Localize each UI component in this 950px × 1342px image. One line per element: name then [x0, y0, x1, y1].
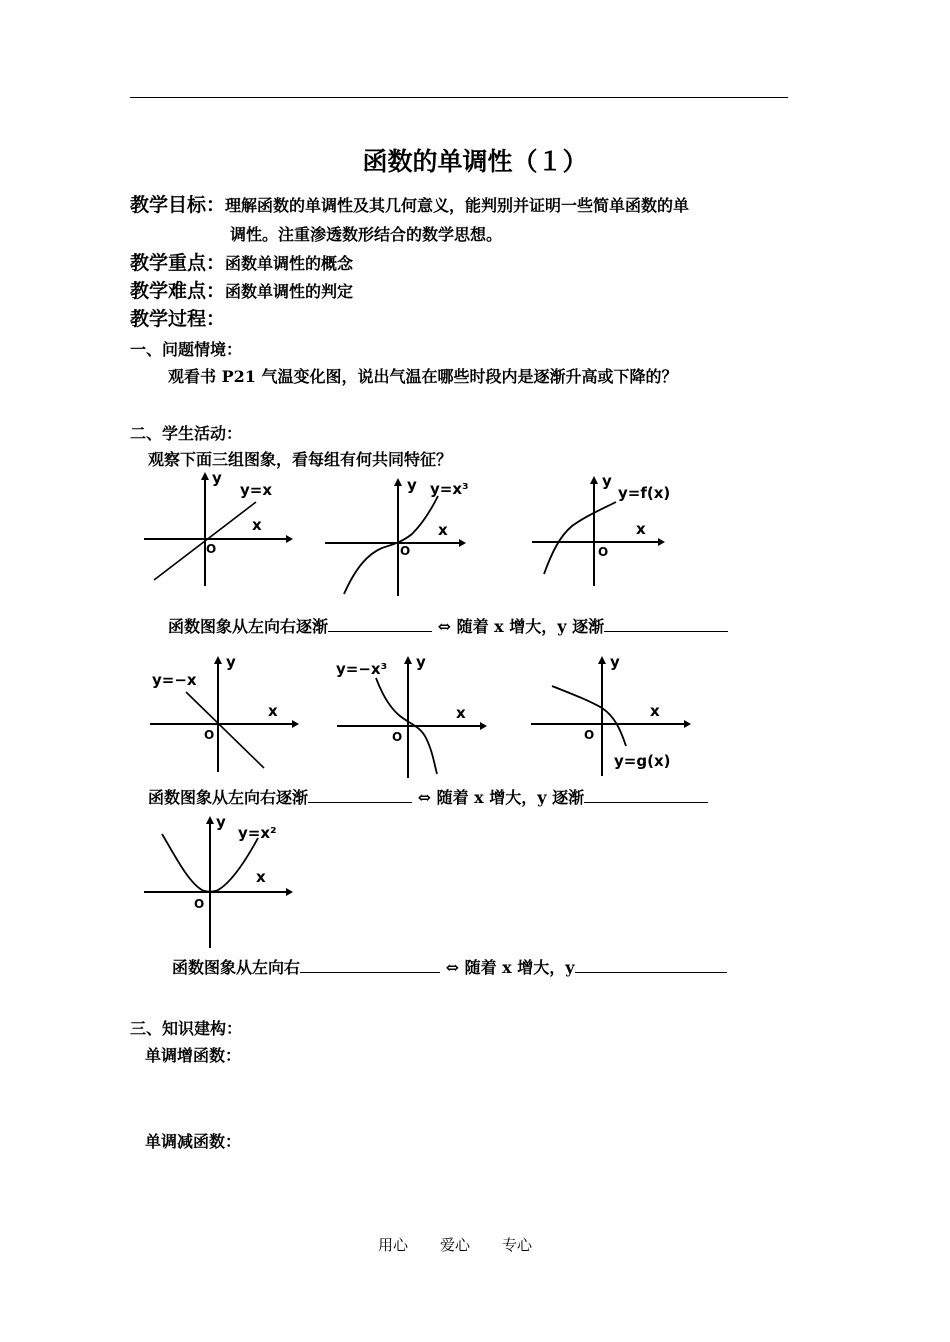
group1-arrow: ⇔: [437, 617, 451, 636]
origin-label: O: [598, 545, 609, 559]
axis-y-label: y: [226, 653, 236, 671]
objective-label: 教学目标：: [130, 194, 226, 216]
group3-arrow: ⇔: [445, 958, 459, 977]
axis-y-label: y: [602, 472, 612, 490]
curve-label: y=g(x): [614, 752, 671, 770]
group2-sentence: [148, 785, 708, 808]
group1-sentence-a: 函数图象从左向右逐渐: [168, 617, 329, 636]
footer-b: 爱心: [440, 1236, 471, 1254]
difficulty-row: [130, 276, 353, 303]
axis-y-label: y: [407, 476, 417, 494]
header-rule: [130, 97, 788, 98]
axis-y-label: y: [610, 653, 620, 671]
graph-y-equals-x: [140, 468, 290, 588]
graph-y-equals-x-squared: [140, 812, 310, 952]
key-point-label: 教学重点：: [130, 252, 226, 274]
decreasing-function-label: 单调减函数：: [145, 1132, 242, 1151]
increasing-function-label: 单调增函数：: [145, 1046, 242, 1065]
section2-prompt: 观察下面三组图象，看每组有何共同特征？: [148, 450, 453, 469]
group3-blank-a[interactable]: [300, 958, 440, 973]
group2-sentence-a: 函数图象从左向右逐渐: [148, 788, 309, 807]
group2-blank-b[interactable]: [584, 788, 708, 803]
page-title: 函数的单调性（１）: [362, 147, 588, 176]
axis-y-label: y: [212, 469, 222, 487]
graph-y-equals-f-of-x: [530, 474, 700, 584]
axis-x-label: x: [438, 521, 448, 539]
process-label: 教学过程：: [130, 308, 226, 330]
section1-text: 观看书 P21 气温变化图，说出气温在哪些时段内是逐渐升高或下降的？: [168, 367, 678, 386]
difficulty-text: 函数单调性的判定: [225, 282, 354, 301]
page-footer: [378, 1234, 532, 1255]
graph-y-equals-minus-x-cubed: [334, 652, 494, 780]
difficulty-label: 教学难点：: [130, 280, 226, 302]
group3-sentence-a: 函数图象从左向右: [172, 958, 301, 977]
group2-arrow: ⇔: [417, 788, 431, 807]
section3-heading: 三、知识建构：: [130, 1019, 243, 1038]
origin-label: O: [400, 544, 411, 558]
axis-x-label: x: [456, 704, 466, 722]
origin-label: O: [194, 897, 205, 911]
key-point-row: [130, 248, 353, 275]
origin-label: O: [392, 730, 403, 744]
curve-label: y=x: [240, 481, 273, 499]
group3-blank-b[interactable]: [575, 958, 727, 973]
curve-label: y=f(x): [618, 484, 671, 502]
key-point-text: 函数单调性的概念: [225, 254, 354, 273]
axis-x-label: x: [650, 702, 660, 720]
group3-sentence-b: 随着 x 增大，y: [464, 958, 575, 977]
axis-x-label: x: [268, 702, 278, 720]
axis-x-label: x: [636, 520, 646, 538]
footer-a: 用心: [378, 1236, 409, 1254]
axis-y-label: y: [216, 813, 226, 831]
curve-label: y=−x: [152, 671, 197, 689]
group2-sentence-b: 随着 x 增大，y 逐渐: [436, 788, 585, 807]
graph-y-equals-g-of-x: [528, 652, 698, 780]
curve-label: y=x²: [238, 824, 277, 842]
curve-label: y=x³: [430, 480, 469, 498]
objective-row: [130, 190, 689, 217]
curve-label: y=−x³: [336, 660, 388, 678]
axis-x-label: x: [252, 516, 262, 534]
axis-x-label: x: [256, 868, 266, 886]
graph-y-equals-minus-x: [146, 652, 306, 770]
section1-heading: 一、问题情境：: [130, 340, 243, 359]
objective-text-line2: 调性。注重渗透数形结合的数学思想。: [230, 225, 503, 244]
group2-blank-a[interactable]: [308, 788, 412, 803]
section2-heading: 二、学生活动：: [130, 424, 243, 443]
footer-c: 专心: [502, 1236, 533, 1254]
group1-blank-b[interactable]: [604, 617, 728, 632]
graph-y-equals-x-cubed: [322, 472, 472, 597]
origin-label: O: [204, 728, 215, 742]
group1-sentence: [168, 614, 728, 637]
origin-label: O: [584, 728, 595, 742]
axis-y-label: y: [416, 653, 426, 671]
group1-sentence-b: 随着 x 增大，y 逐渐: [456, 617, 605, 636]
group1-blank-a[interactable]: [328, 617, 432, 632]
origin-label: O: [206, 542, 217, 556]
objective-text-line1: 理解函数的单调性及其几何意义，能判别并证明一些简单函数的单: [225, 196, 690, 215]
group3-sentence: [172, 955, 727, 978]
